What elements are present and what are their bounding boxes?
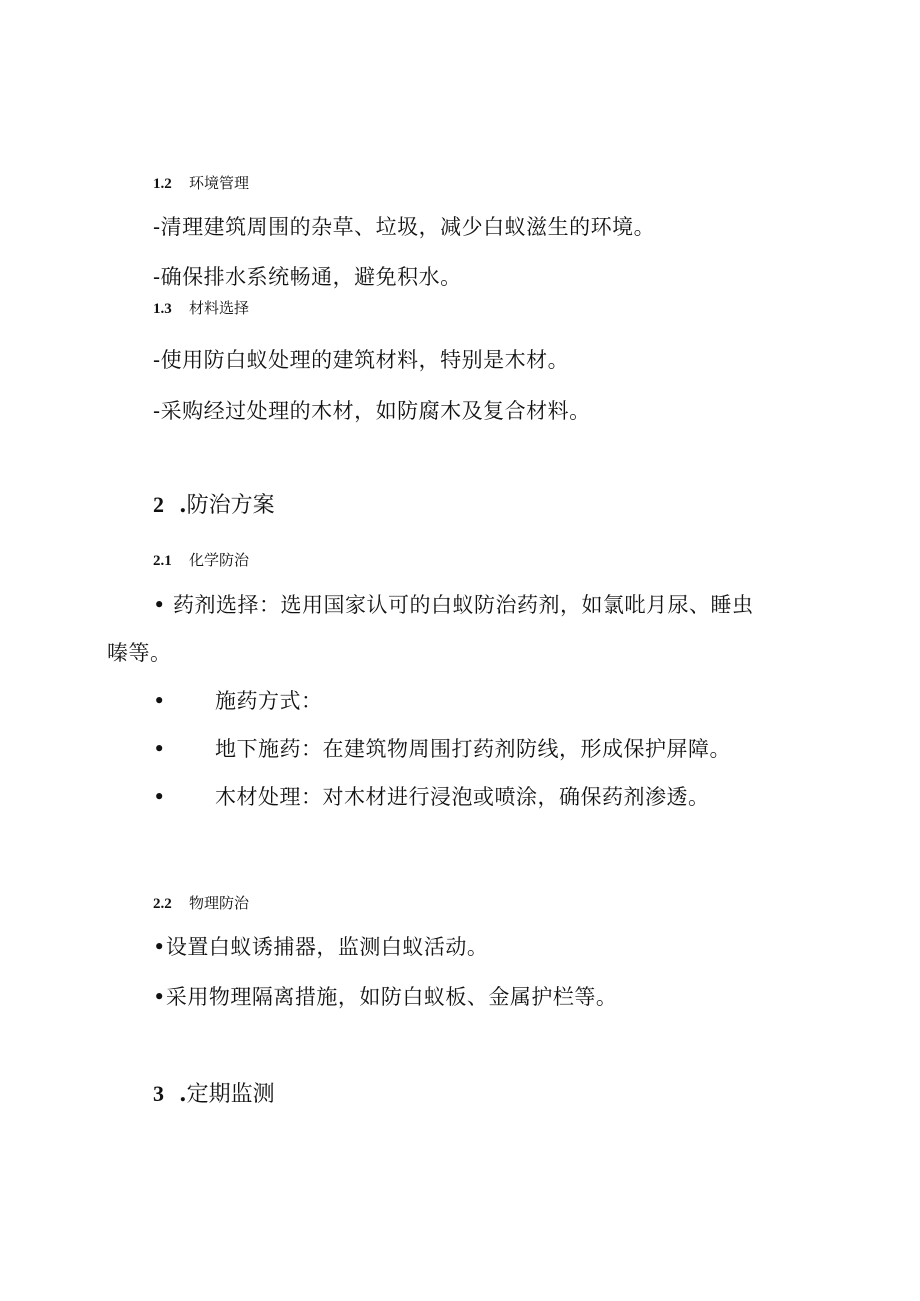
paragraph-line: •设置白蚁诱捕器，监测白蚁活动。 bbox=[153, 935, 489, 959]
bullet-text: 施药方式： bbox=[215, 689, 323, 713]
subsection-title: 环境管理 bbox=[189, 174, 250, 192]
bullet-text: 木材处理：对木材进行浸泡或喷涂，确保药剂渗透。 bbox=[215, 785, 710, 809]
paragraph-line: -确保排水系统畅通，避免积水。 bbox=[153, 265, 462, 289]
subsection-heading-1-2 bbox=[153, 172, 249, 193]
paragraph-line: -清理建筑周围的杂草、垃圾，减少白蚁滋生的环境。 bbox=[153, 215, 656, 239]
section-title: 定期监测 bbox=[186, 1082, 275, 1107]
subsection-number: 1.2 bbox=[153, 176, 172, 192]
subsection-title: 材料选择 bbox=[189, 299, 250, 317]
subsection-number: 2.1 bbox=[153, 553, 172, 569]
section-dot: . bbox=[179, 492, 187, 518]
bullet-text: 地下施药：在建筑物周围打药剂防线，形成保护屏障。 bbox=[215, 737, 731, 761]
bullet-item bbox=[153, 685, 323, 715]
paragraph-line: -采购经过处理的木材，如防腐木及复合材料。 bbox=[153, 399, 591, 423]
bullet-marker: • bbox=[153, 689, 166, 713]
paragraph-line: • 药剂选择：选用国家认可的白蚁防治药剂，如氯吡月尿、睡虫 bbox=[153, 593, 754, 617]
subsection-heading-1-3 bbox=[153, 297, 249, 318]
section-number: 3 bbox=[153, 1081, 164, 1106]
paragraph-line: •采用物理隔离措施，如防白蚁板、金属护栏等。 bbox=[153, 985, 618, 1009]
subsection-heading-2-2 bbox=[153, 892, 249, 913]
subsection-number: 1.3 bbox=[153, 301, 172, 317]
subsection-heading-2-1 bbox=[153, 549, 249, 570]
section-heading-3 bbox=[153, 1077, 275, 1108]
paragraph-line-continued: 嗪等。 bbox=[107, 641, 172, 665]
section-number: 2 bbox=[153, 492, 164, 517]
subsection-number: 2.2 bbox=[153, 896, 172, 912]
section-heading-2 bbox=[153, 488, 275, 519]
subsection-title: 化学防治 bbox=[189, 551, 250, 569]
bullet-item bbox=[153, 733, 731, 763]
subsection-title: 物理防治 bbox=[189, 894, 250, 912]
bullet-marker: • bbox=[153, 785, 166, 809]
bullet-marker: • bbox=[153, 737, 166, 761]
section-dot: . bbox=[179, 1081, 187, 1107]
section-title: 防治方案 bbox=[186, 493, 275, 518]
paragraph-line: -使用防白蚁处理的建筑材料，特别是木材。 bbox=[153, 348, 570, 372]
bullet-item bbox=[153, 781, 710, 811]
